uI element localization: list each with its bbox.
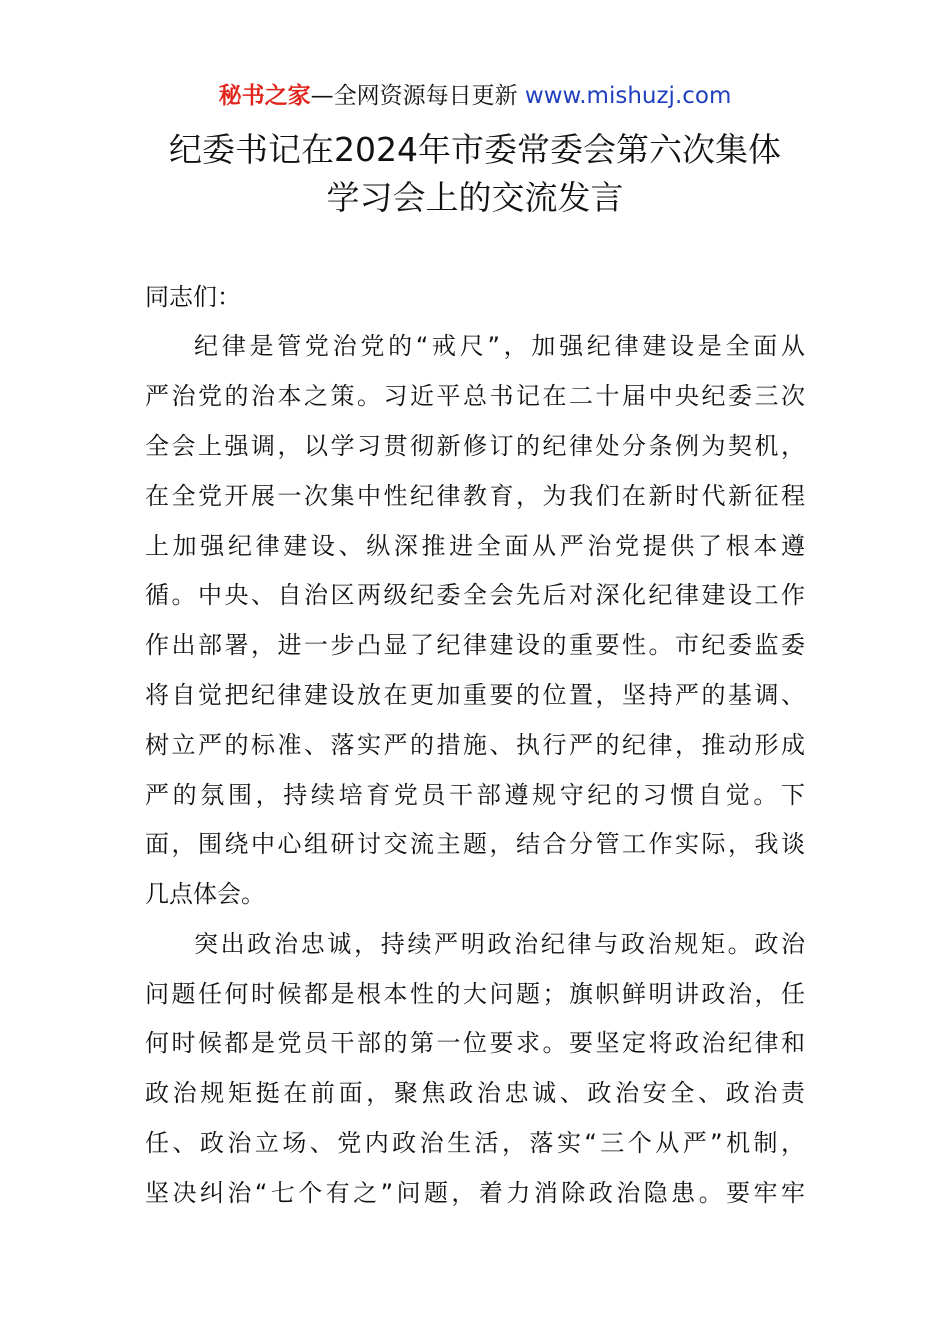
text-line: 循。中央、自治区两级纪委全会先后对深化纪律建设工作 bbox=[145, 581, 805, 609]
text-line: 问题任何时候都是根本性的大问题；旗帜鲜明讲政治，任 bbox=[145, 980, 805, 1008]
text-line: 政治规矩挺在前面，聚焦政治忠诚、政治安全、政治责 bbox=[145, 1079, 805, 1107]
site-header bbox=[0, 78, 950, 114]
site-tagline: —全网资源每日更新 bbox=[310, 83, 518, 109]
document-title bbox=[130, 126, 820, 222]
text-line: 几点体会。 bbox=[145, 880, 265, 908]
text-line: 任、政治立场、党内政治生活，落实“三个从严”机制， bbox=[145, 1129, 805, 1157]
document-title-line: 纪委书记在2024年市委常委会第六次集体 bbox=[169, 130, 781, 169]
text-line: 全会上强调，以学习贯彻新修订的纪律处分条例为契机， bbox=[145, 432, 805, 460]
text-line: 严的氛围，持续培育党员干部遵规守纪的习惯自觉。下 bbox=[145, 781, 805, 809]
text-line: 纪律是管党治党的“戒尺”，加强纪律建设是全面从 bbox=[194, 332, 805, 360]
text-line: 坚决纠治“七个有之”问题，着力消除政治隐患。要牢牢 bbox=[145, 1179, 805, 1207]
salutation: 同志们： bbox=[145, 283, 241, 311]
text-line: 面，围绕中心组研讨交流主题，结合分管工作实际，我谈 bbox=[145, 830, 805, 858]
text-line: 作出部署，进一步凸显了纪律建设的重要性。市纪委监委 bbox=[145, 631, 805, 659]
text-line: 树立严的标准、落实严的措施、执行严的纪律，推动形成 bbox=[145, 731, 805, 759]
text-line: 何时候都是党员干部的第一位要求。要坚定将政治纪律和 bbox=[145, 1029, 805, 1057]
text-line: 将自觉把纪律建设放在更加重要的位置，坚持严的基调、 bbox=[145, 681, 805, 709]
site-brand: 秘书之家 bbox=[218, 83, 311, 109]
text-line: 突出政治忠诚，持续严明政治纪律与政治规矩。政治 bbox=[194, 930, 805, 958]
text-line: 上加强纪律建设、纵深推进全面从严治党提供了根本遵 bbox=[145, 532, 805, 560]
text-line: 严治党的治本之策。习近平总书记在二十届中央纪委三次 bbox=[145, 382, 805, 410]
text-line: 在全党开展一次集中性纪律教育，为我们在新时代新征程 bbox=[145, 482, 805, 510]
site-url-link[interactable]: www.mishuzj.com bbox=[524, 83, 732, 109]
document-title-line: 学习会上的交流发言 bbox=[326, 178, 624, 217]
